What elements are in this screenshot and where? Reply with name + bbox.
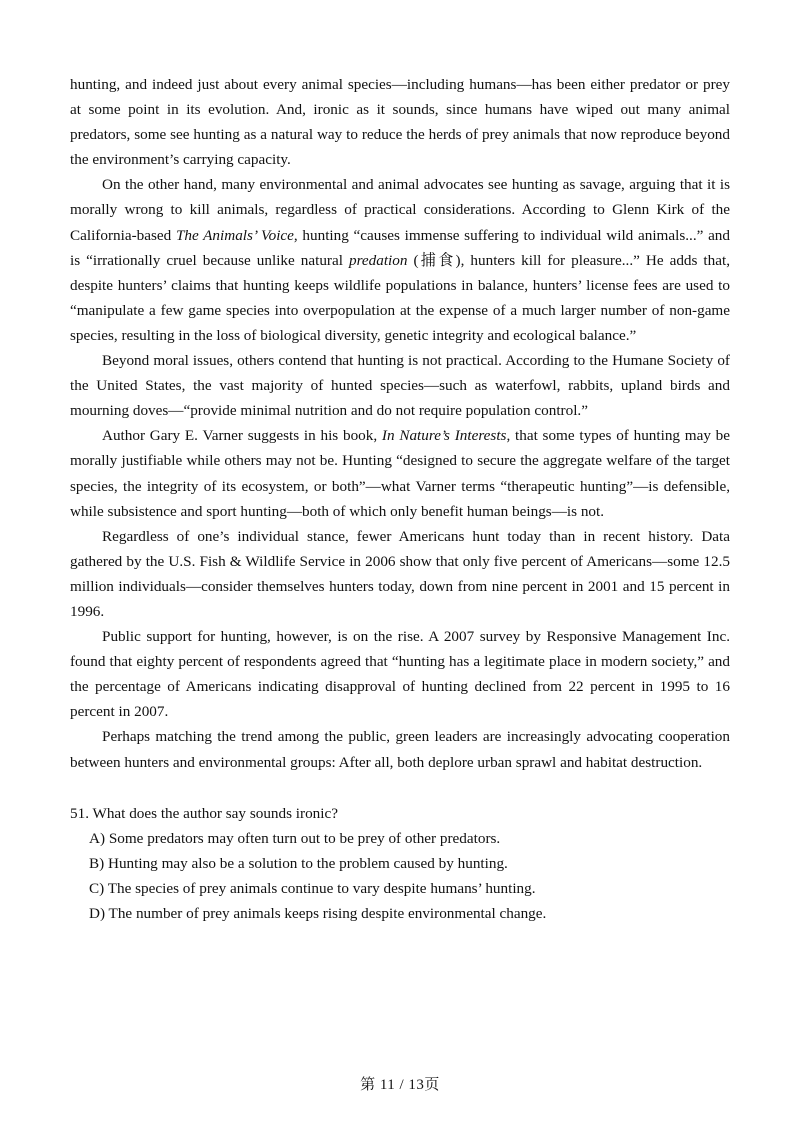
passage bbox=[70, 72, 730, 775]
option-b[interactable]: B) Hunting may also be a solution to the problem caused by hunting. bbox=[89, 854, 508, 872]
passage-paragraph bbox=[70, 348, 730, 423]
page-number: 第 11 / 13页 bbox=[360, 1077, 440, 1093]
paragraph-text: On the other hand, many environmental and animal advocates see hunting as savage, arguing that it is morally wrong to kill animals, regardless of practical considerations. According to Glenn Kirk of the California-based bbox=[70, 176, 730, 244]
option-c[interactable]: C) The species of prey animals continue to vary despite humans’ hunting. bbox=[89, 879, 536, 897]
italic-text: predation bbox=[348, 251, 408, 269]
question-stem: 51. What does the author say sounds ironic? bbox=[70, 804, 338, 822]
italic-text: In Nature’s Interests bbox=[381, 427, 507, 445]
option-a[interactable]: A) Some predators may often turn out to be prey of other predators. bbox=[89, 829, 501, 847]
passage-paragraph bbox=[70, 724, 730, 774]
document-page bbox=[70, 72, 730, 926]
paragraph-text: Public support for hunting, however, is on the rise. A 2007 survey by Responsive Management Inc. found that eighty percent of respondents agreed that “hunting has a legitimate place in modern society,” and the percentage of Americans indicating disapproval of hunting declined from 22 percent in 1995 to 16 percent in 2007. bbox=[70, 628, 730, 721]
italic-text: The Animals’ Voice bbox=[175, 226, 294, 244]
paragraph-text: Perhaps matching the trend among the public, green leaders are increasingly advocating cooperation between hunters and environmental groups: After all, both deplore urban sprawl and habitat destruction. bbox=[70, 728, 730, 771]
passage-paragraph bbox=[70, 624, 730, 724]
passage-paragraph bbox=[70, 172, 730, 348]
paragraph-text: (捕食), hunters kill for pleasure...” He adds that, despite hunters’ claims that hunting keeps wildlife populations in balance, hunters’ license fees are used to “manipulate a few game species into overpopulation at the expense of a much larger number of non-game species, resulting in the loss of biological diversity, genetic integrity and ecological balance.” bbox=[70, 251, 731, 344]
paragraph-text: hunting, and indeed just about every animal species—including humans—has been either predator or prey at some point in its evolution. And, ironic as it sounds, since humans have wiped out many animal predators, some see hunting as a natural way to reduce the herds of prey animals that now reproduce beyond the environment’s carrying capacity. bbox=[70, 76, 730, 169]
paragraph-text: Beyond moral issues, others contend that hunting is not practical. According to the Humane Society of the United States, the vast majority of hunted species—such as waterfowl, rabbits, upland birds and mourning doves—“provide minimal nutrition and do not require population control.” bbox=[70, 352, 730, 420]
paragraph-text: , that some types of hunting may be morally justifiable while others may not be. Hunting “designed to secure the aggregate welfare of the target species, the integrity of its ecosystem, or both”—what Varner terms “therapeutic hunting”—is defensible, while subsistence and sport hunting—both of which only benefit human beings—is not. bbox=[70, 427, 731, 520]
option-d[interactable]: D) The number of prey animals keeps rising despite environmental change. bbox=[89, 905, 547, 922]
question-options bbox=[70, 826, 730, 926]
question-51 bbox=[70, 801, 730, 926]
passage-paragraph bbox=[70, 423, 730, 523]
passage-paragraph bbox=[70, 524, 730, 624]
paragraph-text: Regardless of one’s individual stance, fewer Americans hunt today than in recent history. Data gathered by the U.S. Fish & Wildlife Service in 2006 show that only five percent of Americans—some 12.5 million individuals—consider themselves hunters today, down from nine percent in 2001 and 15 percent in 1996. bbox=[70, 527, 730, 620]
paragraph-text: , hunting “causes immense suffering to individual wild animals...” and is “irrationally cruel because unlike natural bbox=[70, 226, 730, 269]
passage-paragraph bbox=[70, 72, 730, 172]
paragraph-text: Author Gary E. Varner suggests in his book, bbox=[102, 427, 382, 445]
